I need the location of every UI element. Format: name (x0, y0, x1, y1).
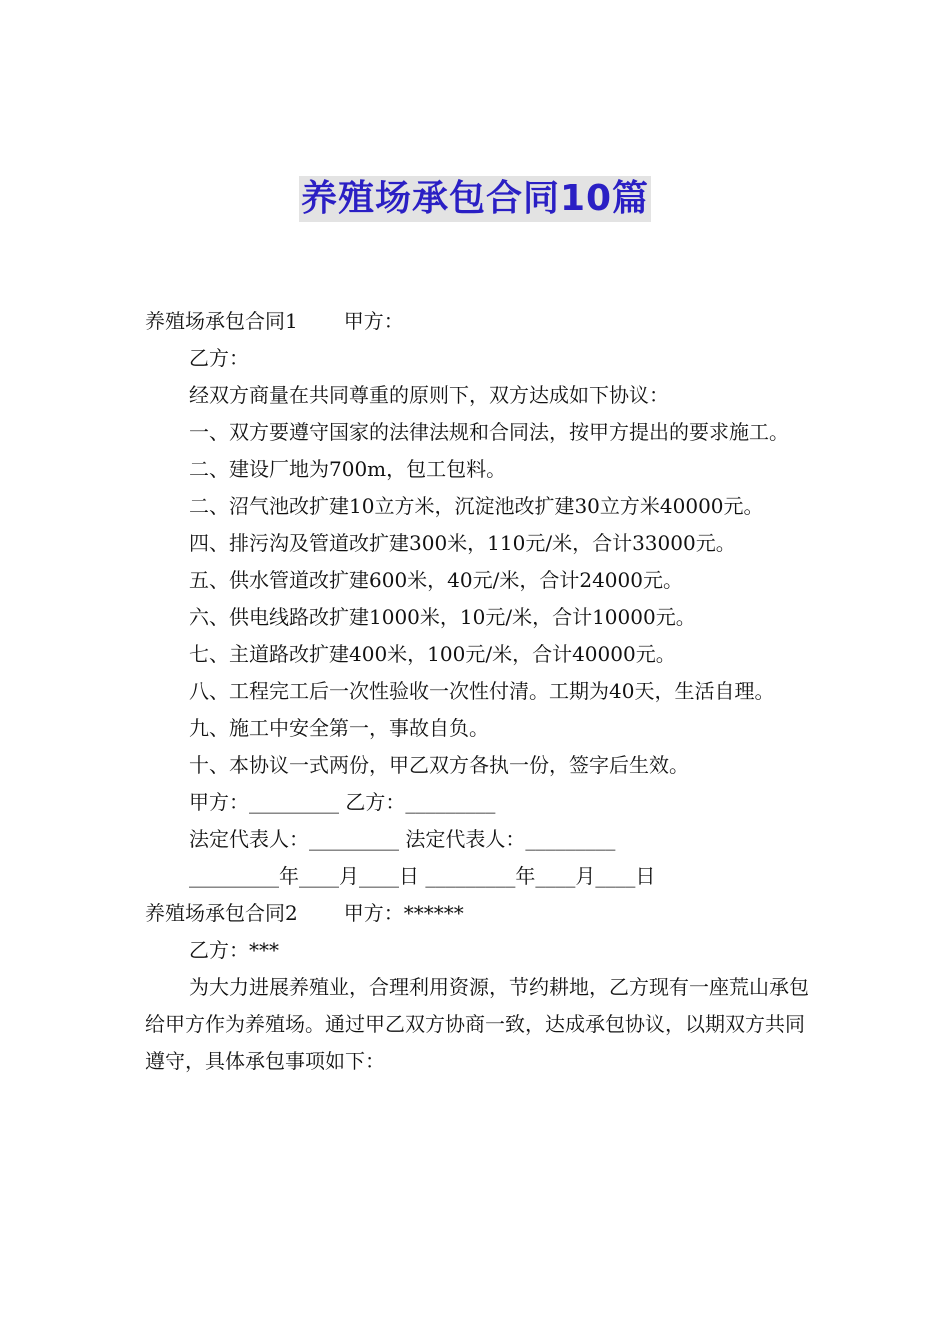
contract2-intro: 为大力进展养殖业，合理利用资源，节约耕地，乙方现有一座荒山承包给甲方作为养殖场。通过甲乙双方协商一致，达成承包协议，以期双方共同遵守，具体承包事项如下： (145, 975, 809, 1073)
document-body (145, 303, 810, 1080)
contract1-item-5: 五、供水管道改扩建600米，40元/米，合计24000元。 (189, 568, 683, 592)
contract1-heading-line (145, 303, 810, 340)
contract1-item-1: 一、双方要遵守国家的法律法规和合同法，按甲方提出的要求施工。 (189, 420, 789, 444)
contract1-item-10: 十、本协议一式两份，甲乙双方各执一份，签字后生效。 (189, 753, 689, 777)
document-title: 养殖场承包合同10篇 (299, 176, 651, 222)
contract1-item-2: 二、建设厂地为700m，包工包料。 (189, 457, 507, 481)
contract1-item-7: 七、主道路改扩建400米，100元/米，合计40000元。 (189, 642, 676, 666)
contract2-heading: 养殖场承包合同2 (145, 901, 298, 925)
contract1-item-4: 四、排污沟及管道改扩建300米，110元/米，合计33000元。 (189, 531, 736, 555)
contract1-item-8: 八、工程完工后一次性验收一次性付清。工期为40天，生活自理。 (189, 679, 775, 703)
contract1-item-6: 六、供电线路改扩建1000米，10元/米，合计10000元。 (189, 605, 696, 629)
contract2-party-b: 乙方：*** (189, 938, 279, 962)
contract1-party-a: 甲方： (343, 309, 404, 333)
contract1-sign-dates: _________年____月____日 _________年____月____日 (189, 864, 656, 888)
contract2-heading-line (145, 895, 810, 932)
contract2-party-a: 甲方：****** (343, 901, 464, 925)
contract1-item-3: 二、沼气池改扩建10立方米，沉淀池改扩建30立方米40000元。 (189, 494, 764, 518)
contract1-sign-reps: 法定代表人：_________ 法定代表人：_________ (189, 827, 616, 851)
contract1-heading: 养殖场承包合同1 (145, 309, 298, 333)
title-wrap (0, 176, 950, 222)
contract1-item-9: 九、施工中安全第一，事故自负。 (189, 716, 489, 740)
contract1-intro: 经双方商量在共同尊重的原则下，双方达成如下协议： (189, 383, 669, 407)
contract1-party-b: 乙方： (189, 346, 249, 370)
contract1-sign-parties: 甲方：_________ 乙方：_________ (189, 790, 496, 814)
